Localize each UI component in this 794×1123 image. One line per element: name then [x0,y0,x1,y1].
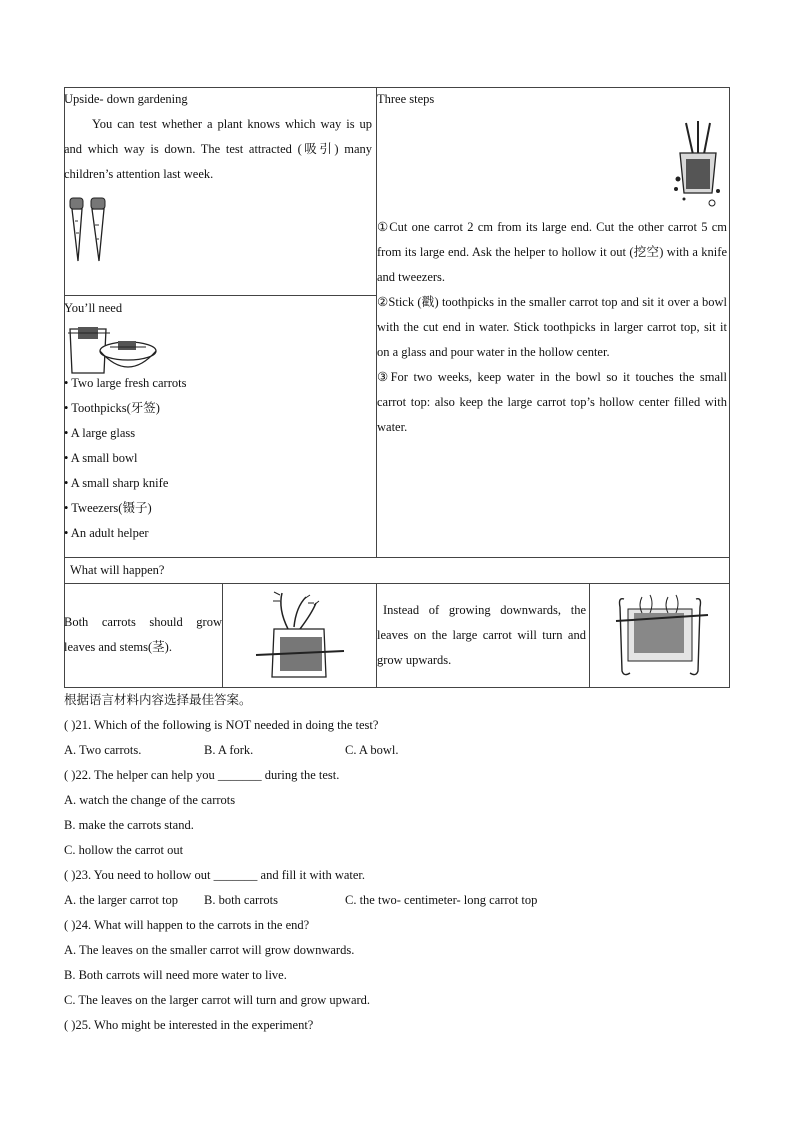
glass-upside-illustration [612,593,712,679]
question-stem: ( )24. What will happen to the carrots in the end? [64,918,310,932]
glass-bowl-illustration [66,323,160,379]
option-b[interactable]: B. A fork. [204,743,254,757]
need-item: • A large glass [64,426,136,440]
option-c[interactable]: C. the two- centimeter- long carrot top [345,893,538,907]
table-divider [589,583,590,687]
question-options [64,738,744,763]
happen-left-text: Both carrots should grow leaves and stems(茎). [64,615,222,654]
question-stem: ( )21. Which of the following is NOT needed in doing the test? [64,718,379,732]
question-stem: ( )25. Who might be interested in the experiment? [64,1018,314,1032]
option-c[interactable]: C. The leaves on the larger carrot will turn and grow upward. [64,993,371,1007]
table-divider [222,583,223,687]
upside-title: Upside- down gardening [64,92,188,106]
questions-section [64,688,744,1038]
article-table [64,87,730,688]
option-b[interactable]: B. make the carrots stand. [64,818,194,832]
glass-toothpicks-illustration [672,119,724,209]
need-item: • Two large fresh carrots [64,376,187,390]
happen-right-text: Instead of growing downwards, the leaves on the large carrot will turn and grow upwards. [377,603,586,667]
happen-title: What will happen? [70,563,165,577]
need-item: • A small sharp knife [64,476,169,490]
need-item: • Toothpicks(牙签) [64,401,160,415]
table-border-right [729,87,730,688]
question-stem: ( )22. The helper can help you _______ during the test. [64,768,340,782]
steps-title: Three steps [377,92,435,106]
carrots-illustration [66,195,112,265]
option-b[interactable]: B. both carrots [204,893,278,907]
upside-paragraph: You can test whether a plant knows which way is up and which way is down. The test attracted (吸引) many children’s attention last week. [64,117,372,181]
instruction: 根据语言材料内容选择最佳答案。 [64,693,252,707]
question-stem: ( )23. You need to hollow out _______ and fill it with water. [64,868,366,882]
option-a[interactable]: A. Two carrots. [64,743,142,757]
carrot-sprouting-illustration [254,589,346,683]
option-c[interactable]: C. hollow the carrot out [64,843,184,857]
option-a[interactable]: A. The leaves on the smaller carrot will grow downwards. [64,943,355,957]
need-item: • Tweezers(镊子) [64,501,152,515]
step-3: ③For two weeks, keep water in the bowl so it touches the small carrot top: also keep the large carrot top’s hollow center filled with water. [377,370,727,434]
question-options [64,888,744,913]
table-divider [64,583,730,584]
option-c[interactable]: C. A bowl. [345,743,399,757]
step-1: ①Cut one carrot 2 cm from its large end. Cut the other carrot 5 cm from its large end. Ask the helper to hollow it out (挖空) with a knife and tweezers. [377,220,727,284]
upside-cell [64,87,372,187]
step-2: ②Stick (戳) toothpicks in the smaller carrot top and sit it over a bowl with the cut end in water. Stick toothpicks in larger carrot top, sit it on a glass and pour water in the hollow center. [377,295,727,359]
need-item: • A small bowl [64,451,138,465]
need-item: • An adult helper [64,526,149,540]
option-b[interactable]: B. Both carrots will need more water to live. [64,968,287,982]
option-a[interactable]: A. watch the change of the carrots [64,793,236,807]
option-a[interactable]: A. the larger carrot top [64,893,178,907]
need-title: You’ll need [64,301,123,315]
